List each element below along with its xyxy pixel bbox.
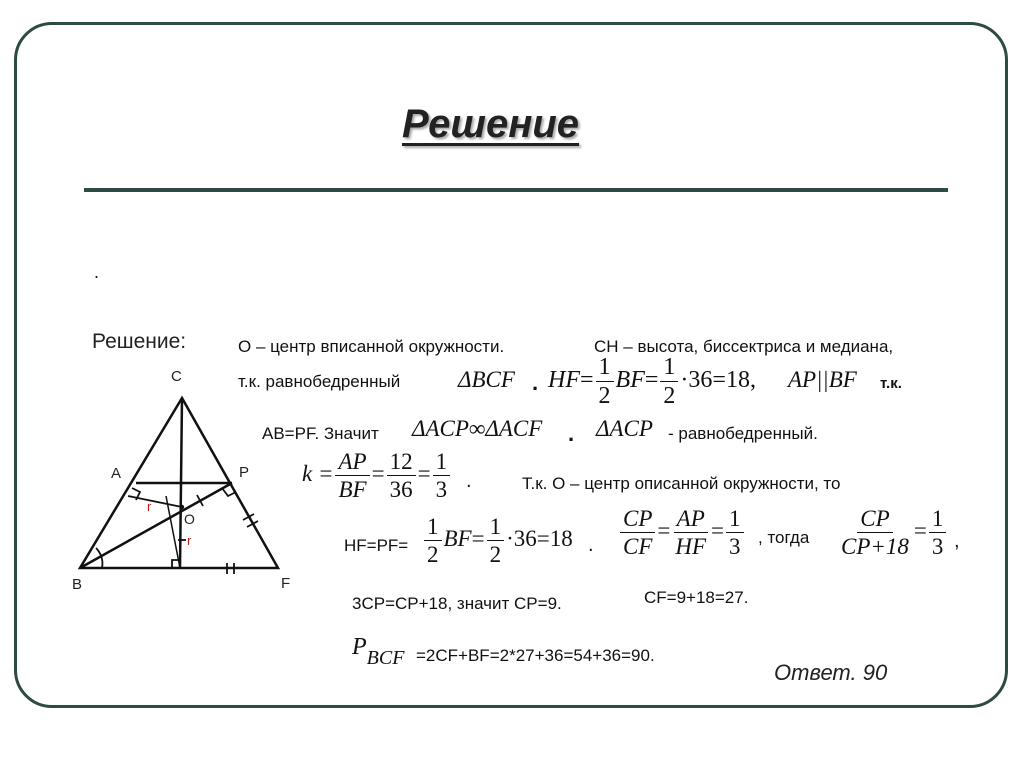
similar-triangles: ΔACP∞ΔACF [412,416,543,441]
fraction-denominator: HF [675,534,707,559]
fraction-numerator: 1 [929,507,947,533]
line1-right: CH – высота, биссектриса и медиана, [594,337,894,356]
fraction-denominator: 36 [389,477,413,502]
line6-left: 3CP=CP+18, значит CP=9. [352,594,562,613]
times-36-result: ·36=18 [680,367,750,394]
line3-suffix: - равнобедренный. [668,424,818,443]
fraction-denominator: 3 [435,477,448,502]
bf-symbol: BF [615,367,645,394]
fraction-denominator: 2 [663,383,676,409]
triangle-diagram [60,360,310,600]
k-formula [302,450,452,501]
point-o [180,505,184,509]
bf-symbol: BF [443,525,472,551]
fraction-denominator: 2 [489,542,502,567]
cp-equation [836,507,948,558]
equals-sign: = [417,460,431,486]
label-r-1: r [147,499,152,514]
fraction-numerator: CP [857,507,892,533]
line5-dot: . [588,534,594,556]
equals-sign: = [471,525,485,551]
fraction-numerator: CP [620,507,655,533]
equals-sign: = [711,517,725,543]
line5-then: , тогда [758,528,810,547]
fraction-numerator: 1 [726,507,744,533]
bisector-bp [80,483,232,568]
hf-symbol: HF [548,367,580,394]
equals-sign: = [913,517,927,543]
ratio-formula [618,507,746,558]
fraction-numerator: 1 [424,515,442,541]
comma: , [749,367,756,394]
slide-title: Решение [402,102,580,146]
fraction-denominator: 3 [931,534,944,559]
hf-formula [548,355,756,408]
fraction-denominator: BF [338,477,367,502]
triangle-acp-symbol: ΔACP [596,416,653,441]
line6-right: CF=9+18=27. [644,588,749,607]
label-a: A [111,465,122,482]
line2-tk: т.к. [880,375,902,392]
line1-left: О – центр вписанной окружности. [238,337,505,356]
solution-label: Решение: [92,330,187,353]
ap-parallel-bf: AP||BF [788,367,857,392]
label-o: O [184,511,195,527]
fraction-denominator: 2 [427,542,439,567]
line4-dot: . [466,470,472,492]
equals-sign: = [644,367,659,394]
label-r-2: r [187,533,192,548]
fraction-denominator: CF [623,534,653,559]
k-symbol: k = [302,460,334,486]
fraction-denominator: 3 [729,534,741,559]
line5-comma: , [954,530,960,552]
perimeter-calculation: =2CF+BF=2*27+36=54+36=90. [416,646,655,665]
equals-sign: = [580,367,594,394]
hf-pf-formula [422,515,573,566]
line2-dot: . [532,370,539,395]
perimeter-subscript: BCF [366,647,405,669]
perimeter-formula [352,634,405,669]
fraction-numerator: 1 [596,355,614,382]
line2-prefix: т.к. равнобедренный [238,372,401,391]
fraction-numerator: 1 [487,515,505,541]
fraction-numerator: AP [335,450,369,476]
fraction-denominator: 2 [598,383,611,409]
answer: Ответ. 90 [774,660,888,685]
line5-prefix: HF=PF= [344,536,409,555]
label-c: C [171,368,182,385]
perimeter-symbol: P [352,634,367,660]
fraction-numerator: AP [674,507,708,533]
equals-sign: = [657,517,671,543]
title-divider [84,188,948,192]
line3-prefix: AB=PF. Значит [262,424,379,443]
radius-segment [128,496,182,507]
fraction-denominator: CP+18 [841,534,909,559]
stray-dot: . [94,262,100,282]
line4-right: Т.к. О – центр описанной окружности, то [522,474,841,493]
line3-dot: . [568,421,575,446]
label-b: B [72,576,83,593]
equals-sign: = [371,460,385,486]
label-p: P [239,464,250,481]
label-f: F [281,575,291,592]
fraction-numerator: 12 [387,450,416,476]
fraction-numerator: 1 [433,450,451,476]
triangle-bcf-symbol: ΔBCF [458,367,515,392]
fraction-numerator: 1 [660,355,678,382]
times-36-result: ·36=18 [506,525,573,551]
